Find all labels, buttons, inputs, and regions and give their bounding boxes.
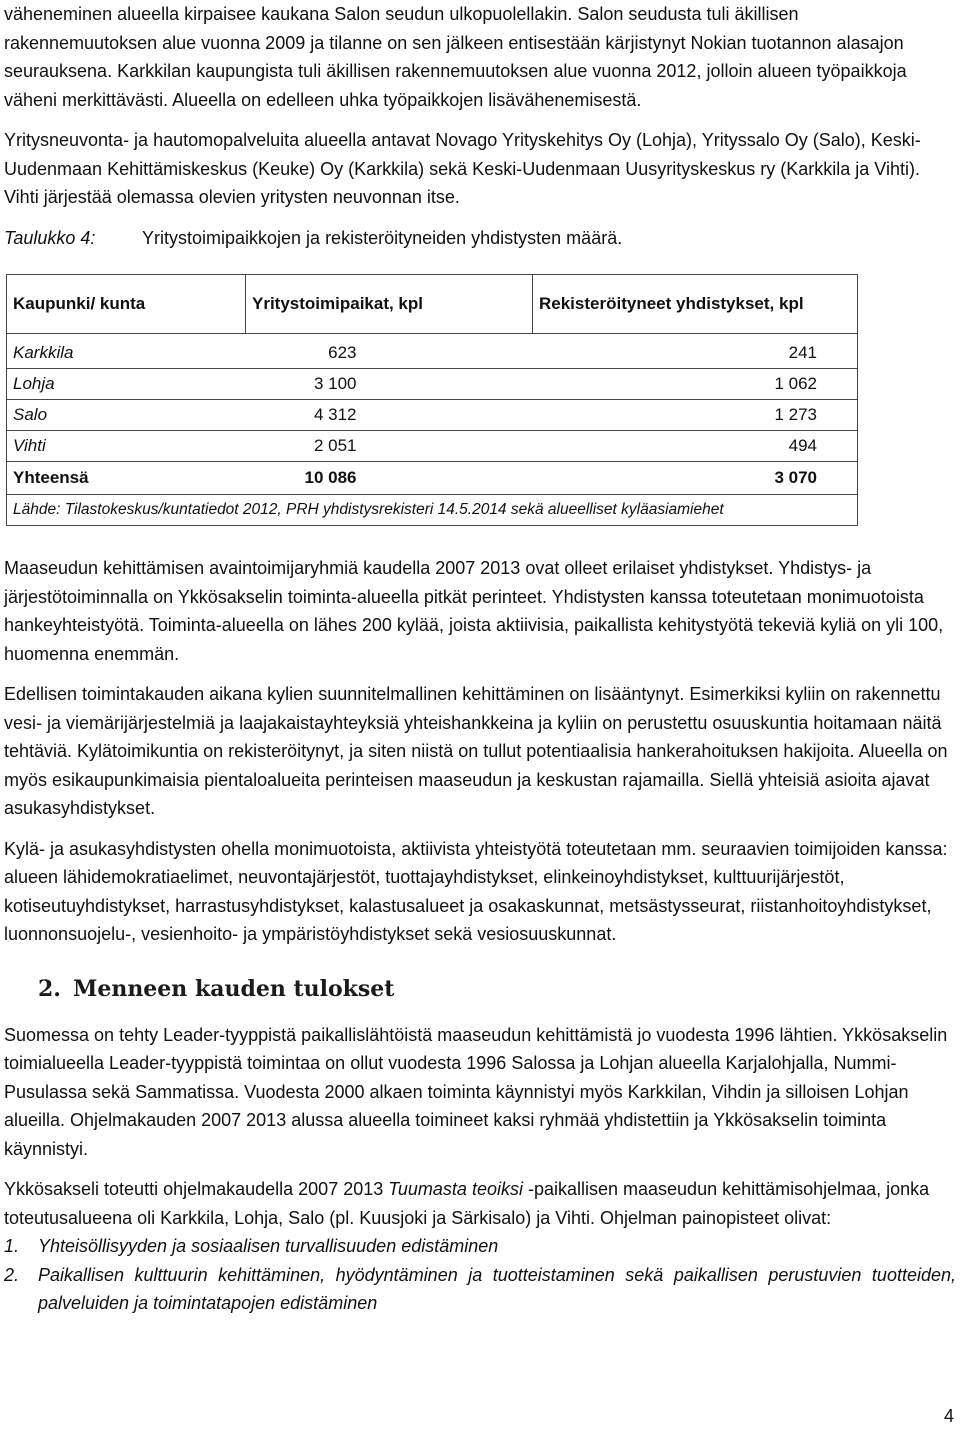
table-row: [7, 369, 858, 400]
paragraph-leader-historia: Suomessa on tehty Leader-tyyppistä paikallislähtöistä maaseudun kehittämistä jo vuodesta 1996 lähtien. Ykkösakselin toimialueella Leader-tyyppistä toimintaa on ollut vuodesta 1996 Salossa ja Lohjan alueella Karjalohjalla, Nummi-Pusulassa sekä Sammatissa. Vuodesta 2000 alkaen toiminta käynnistyi myös Karkkilan, Vihdin ja silloisen Lohjan alueilla. Ohjelmakauden 2007 2013 alussa alueella toimineet kaksi ryhmää yhdistettiin ja Ykkösakselin toiminta käynnistyi.: [4, 1024, 948, 1159]
header-business-sites: Yritystoimipaikat, kpl: [246, 275, 533, 334]
table-source: Lähde: Tilastokeskus/kuntatiedot 2012, PRH yhdistysrekisteri 14.5.2014 sekä alueelliset kyläasiamiehet: [13, 500, 724, 518]
programme-text-after: -paikallisen maaseudun kehittämisohjelmaa, jonka toteutusalueena oli Karkkila, Lohja, Salo (pl. Kuusjoki ja Särkisalo) ja Vihti. Ohjelman painopisteet olivat:: [4, 1179, 930, 1228]
paragraph-rakennemuutos: väheneminen alueella kirpaisee kaukana Salon seudun ulkopuolellakin. Salon seudusta tuli äkillisen rakennemuutoksen alue vuonna 2009 ja tilanne on sen jälkeen entisestään kärjistynyt Nokian tuotannon alasajon seurauksena. Karkkilan kaupungista tuli äkillisen rakennemuutoksen alue vuonna 2012, jolloin alueen työpaikkoja väheni merkittävästi. Alueella on edelleen uhka työpaikkojen lisävähenemisestä.: [4, 4, 907, 110]
paragraph-kylien-kehittaminen: Edellisen toimintakauden aikana kylien suunnitelmallinen kehittäminen on lisääntynyt. Esimerkiksi kyliin on rakennettu vesi- ja viemärijärjestelmiä ja laajakaistayhteyksiä yhteishankkeina ja kyliin on perustettu osuuskuntia hoitamaan näitä tehtäviä. Kylätoimikuntia on rekisteröitynyt, ja siten niistä on tullut potentiaalisia hankerahoituksen hakijoita. Alueella on myös esikaupunkimaisia pientaloalueita perinteisen maaseudun ja keskustan rajamailla. Siellä yhteisiä asioita ajavat asukasyhdistykset.: [4, 684, 948, 818]
list-item-text: Paikallisen kulttuurin kehittäminen, hyödyntäminen ja tuotteistaminen sekä paikallisen perustuvien tuotteiden, palveluiden ja toimintatapojen edistäminen: [38, 1264, 956, 1313]
table-row: [7, 431, 858, 462]
cell-associations: 1 273: [533, 400, 858, 431]
table-caption: [4, 224, 956, 253]
cell-business-sites: 2 051: [246, 431, 533, 462]
section-title: Menneen kauden tulokset: [72, 975, 395, 1002]
businesses-associations-table: [6, 274, 858, 526]
priorities-list: [4, 1232, 956, 1318]
list-item-number: 2.: [4, 1264, 20, 1285]
table-row: [7, 334, 858, 369]
header-associations: Rekisteröityneet yhdistykset, kpl: [533, 275, 858, 334]
cell-municipality: Karkkila: [7, 334, 246, 369]
table-header-row: [7, 275, 858, 334]
page-number: 4: [943, 1406, 954, 1426]
paragraph-yhteistyo: Kylä- ja asukasyhdistysten ohella monimuotoista, aktiivista yhteistyötä toteutetaan mm. seuraavien toimijoiden kanssa: alueen lähidemokratiaelimet, neuvontajärjestöt, tuottajayhdistykset, elinkeinoyhdistykset, kulttuurijärjestöt, kotiseutuyhdistykset, harrastusyhdistykset, kalastusalueet ja osakaskunnat, metsästysseurat, riistanhoitoyhdistykset, luonnonsuojelu-, vesienhoito- ja ympäristöyhdistykset sekä vesiosuuskunnat.: [4, 838, 948, 944]
cell-business-sites: 3 100: [246, 369, 533, 400]
cell-associations: 494: [533, 431, 858, 462]
cell-municipality: Lohja: [7, 369, 246, 400]
cell-total-business-sites: 10 086: [246, 462, 533, 495]
table-row: [7, 400, 858, 431]
table-caption-text: Yritystoimipaikkojen ja rekisteröityneiden yhdistysten määrä.: [142, 227, 623, 248]
list-item-number: 1.: [4, 1236, 20, 1256]
paragraph-yritysneuvonta: Yritysneuvonta- ja hautomopalveluita alueella antavat Novago Yrityskehitys Oy (Lohja), Yrityssalo Oy (Salo), Keski-Uudenmaan Kehittämiskeskus (Keuke) Oy (Karkkila) sekä Keski-Uudenmaan Uusyrityskeskus ry (Karkkila ja Vihti). Vihti järjestää olemassa olevien yritysten neuvonnan itse.: [4, 130, 921, 207]
header-municipality: Kaupunki/ kunta: [7, 275, 246, 334]
programme-text-before: Ykkösakseli toteutti ohjelmakaudella 2007 2013: [4, 1179, 389, 1199]
list-item-text: Yhteisöllisyyden ja sosiaalisen turvallisuuden edistäminen: [38, 1236, 499, 1256]
table-total-row: [7, 462, 858, 495]
cell-business-sites: 623: [246, 334, 533, 369]
list-item: [4, 1261, 956, 1318]
cell-total-associations: 3 070: [533, 462, 858, 495]
paragraph-yhdistykset: Maaseudun kehittämisen avaintoimijaryhmiä kaudella 2007 2013 ovat olleet erilaiset yhdistykset. Yhdistys- ja järjestötoiminnalla on Ykkösakselin toiminta-alueella pitkät perinteet. Yhdistysten kanssa toteutetaan monimuotoista hankeyhteistyötä. Toiminta-alueella on lähes 200 kylää, joista aktiivisia, paikallista kehitystyötä tekeviä kyliä on yli 100, huomenna enemmän.: [4, 558, 944, 664]
cell-municipality: Salo: [7, 400, 246, 431]
table-source-row: [7, 495, 858, 526]
cell-associations: 241: [533, 334, 858, 369]
cell-municipality: Vihti: [7, 431, 246, 462]
paragraph-ohjelma: [4, 1175, 956, 1232]
cell-associations: 1 062: [533, 369, 858, 400]
table-caption-label: Taulukko 4:: [4, 227, 96, 248]
programme-name: Tuumasta teoiksi: [388, 1179, 523, 1199]
cell-total-label: Yhteensä: [7, 462, 246, 495]
section-heading: [38, 973, 956, 1005]
list-item: [4, 1232, 956, 1261]
cell-business-sites: 4 312: [246, 400, 533, 431]
section-number: 2.: [38, 975, 61, 1002]
document-page: [4, 0, 956, 1318]
